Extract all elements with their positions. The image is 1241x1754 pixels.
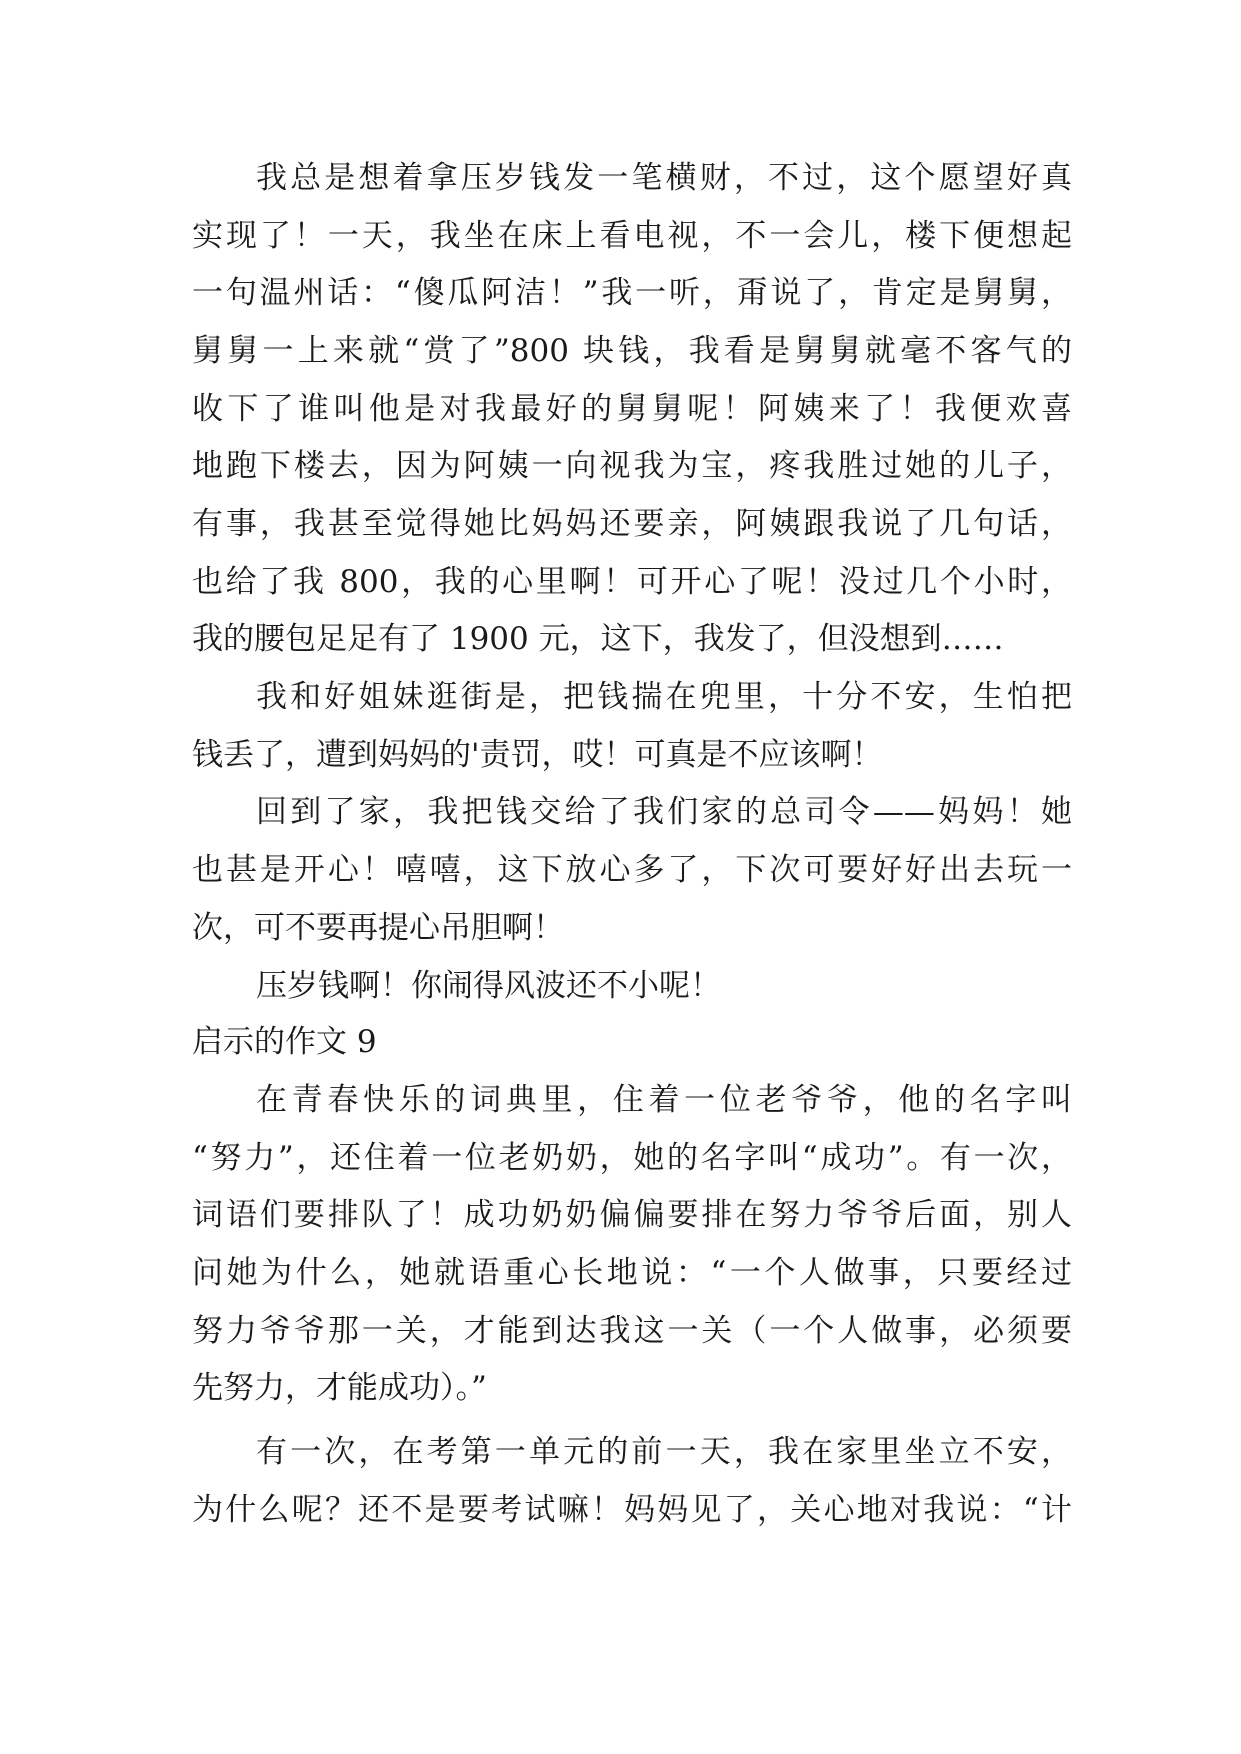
text-line: 收下了谁叫他是对我最好的舅舅呢！阿姨来了！我便欢喜 xyxy=(192,391,1072,427)
text-line: 压岁钱啊！你闹得风波还不小呢！ xyxy=(256,968,721,1004)
text-line: “努力”，还住着一位老奶奶，她的名字叫“成功”。有一次， xyxy=(192,1140,1072,1176)
text-line: 在青春快乐的词典里，住着一位老爷爷，他的名字叫 xyxy=(256,1082,1072,1118)
text-line: 实现了！一天，我坐在床上看电视，不一会儿，楼下便想起 xyxy=(192,218,1072,254)
text-line: 次，可不要再提心吊胆啊！ xyxy=(192,910,564,946)
text-line: 有一次，在考第一单元的前一天，我在家里坐立不安， xyxy=(256,1434,1072,1470)
text-line: 一句温州话：“傻瓜阿洁！”我一听，甭说了，肯定是舅舅， xyxy=(192,275,1072,311)
text-line: 钱丢了，遭到妈妈的'责罚，哎！可真是不应该啊！ xyxy=(192,737,883,773)
text-line: 问她为什么，她就语重心长地说：“一个人做事，只要经过 xyxy=(192,1255,1072,1291)
text-line: 努力爷爷那一关，才能到达我这一关（一个人做事，必须要 xyxy=(192,1313,1072,1349)
text-line: 我总是想着拿压岁钱发一笔横财，不过，这个愿望好真 xyxy=(256,160,1072,196)
text-line: 有事，我甚至觉得她比妈妈还要亲，阿姨跟我说了几句话， xyxy=(192,506,1072,542)
text-line: 词语们要排队了！成功奶奶偏偏要排在努力爷爷后面，别人 xyxy=(192,1197,1072,1233)
text-line: 也给了我 800，我的心里啊！可开心了呢！没过几个小时， xyxy=(192,564,1072,600)
text-line: 我的腰包足足有了 1900 元，这下，我发了，但没想到…… xyxy=(192,621,1004,657)
text-line: 回到了家，我把钱交给了我们家的总司令——妈妈！她 xyxy=(256,794,1072,830)
section-heading: 启示的作文 9 xyxy=(192,1024,377,1060)
text-line: 为什么呢？还不是要考试嘛！妈妈见了，关心地对我说：“计 xyxy=(192,1492,1072,1528)
text-line: 地跑下楼去，因为阿姨一向视我为宝，疼我胜过她的儿子， xyxy=(192,448,1072,484)
text-line: 先努力，才能成功）。” xyxy=(192,1370,487,1406)
text-line: 也甚是开心！嘻嘻，这下放心多了，下次可要好好出去玩一 xyxy=(192,852,1072,888)
text-line: 舅舅一上来就“赏了”800 块钱，我看是舅舅就毫不客气的 xyxy=(192,333,1072,369)
text-line: 我和好姐妹逛街是，把钱揣在兜里，十分不安，生怕把 xyxy=(256,679,1072,715)
